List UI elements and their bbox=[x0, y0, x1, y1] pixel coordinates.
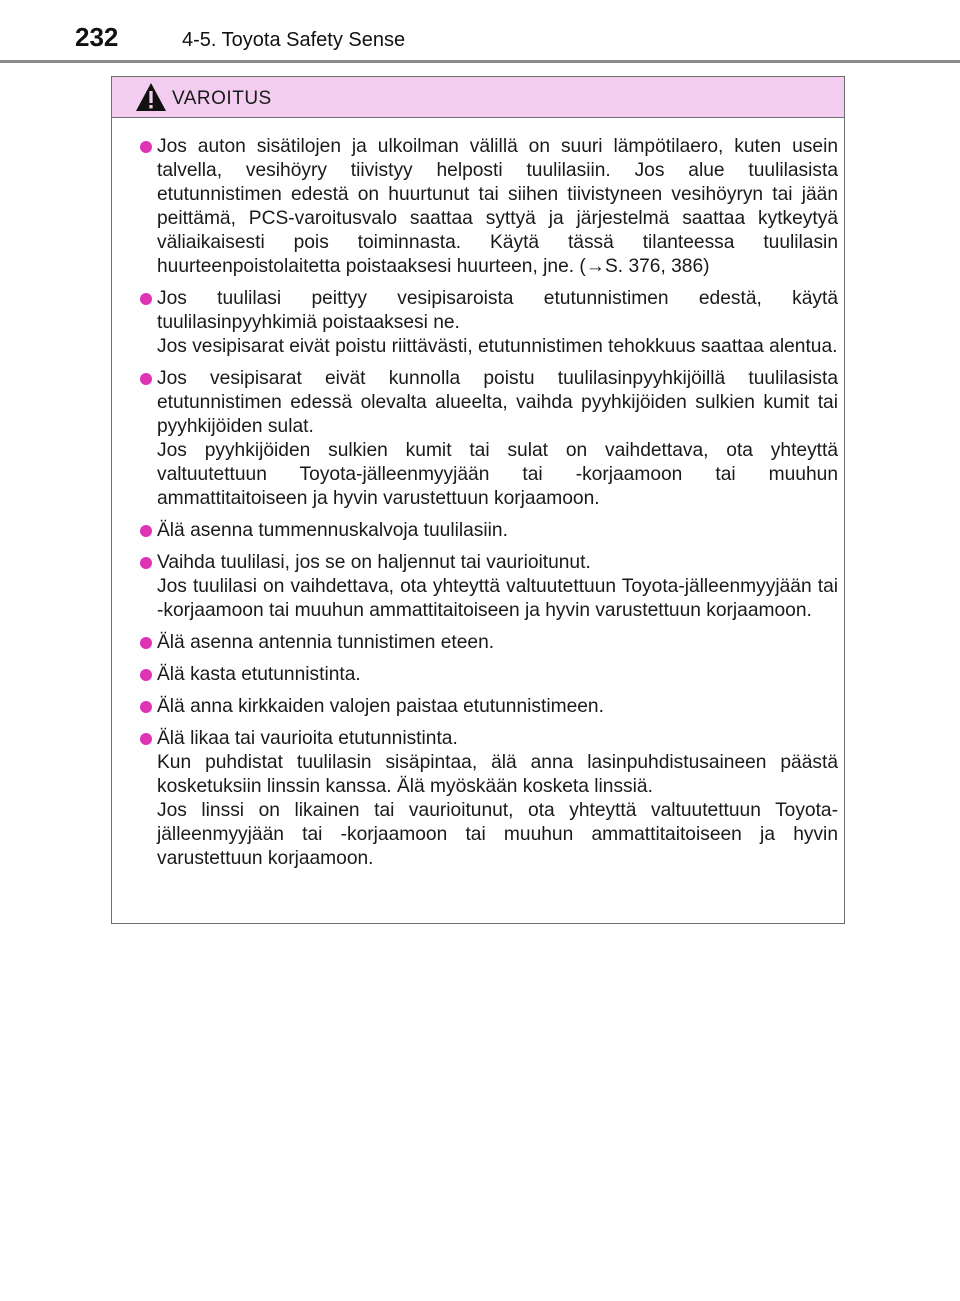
warning-item-text: Jos linssi on likainen tai vaurioitunut, ota yhteyttä valtuutettuun Toyota-jälleenmyyjään tai -korjaamoon tai muuhun ammattitaitoiseen ja hyvin varustettuun korjaamoon. bbox=[157, 800, 838, 869]
page-number: 232 bbox=[75, 22, 119, 52]
warning-item-text: Jos auton sisätilojen ja ulkoilman välillä on suuri lämpötilaero, kuten usein talvella, vesihöyry tiivistyy helposti tuulilasiin. Jos alue tuulilasista etutunnistimen edestä on huurtunut tai siihen tiivistyneen vesihöyryn tai jään peittämä, PCS-varoitusvalo saattaa syttyä ja järjestelmä saattaa kytkeytyä väliaikaisesti pois toiminnasta. Käytä tässä tilanteessa tuulilasin huurteenpoistolaitetta poistaaksesi huurteen, jne. (→S. 376, 386) bbox=[157, 136, 838, 277]
warning-item-text: Jos vesipisarat eivät kunnolla poistu tuulilasinpyyhkijöillä tuulilasista etutunnistimen edessä olevalta alueelta, vaihda pyyhkijöiden sulkien kumit tai pyyhkijöiden sulat. bbox=[157, 368, 838, 437]
warning-list-item bbox=[112, 551, 846, 623]
bullet-icon bbox=[140, 557, 152, 569]
warning-list-item bbox=[112, 287, 846, 359]
warning-item-text: Älä likaa tai vaurioita etutunnistinta. bbox=[157, 728, 458, 749]
warning-list-item bbox=[112, 663, 846, 687]
warning-list-item bbox=[112, 135, 846, 279]
warning-list-item bbox=[112, 367, 846, 511]
warning-triangle-icon bbox=[135, 82, 167, 112]
warning-title: VAROITUS bbox=[172, 88, 272, 109]
bullet-icon bbox=[140, 733, 152, 745]
warning-item-text: Älä asenna antennia tunnistimen eteen. bbox=[157, 632, 495, 653]
bullet-icon bbox=[140, 525, 152, 537]
warning-item-text: Vaihda tuulilasi, jos se on haljennut tai vaurioitunut. bbox=[157, 552, 591, 573]
warning-item-text: Jos tuulilasi on vaihdettava, ota yhteyttä valtuutettuun Toyota-jälleenmyyjään tai -korjaamoon tai muuhun ammattitaitoiseen ja hyvin varustettuun korjaamoon. bbox=[157, 576, 838, 621]
warning-list-item bbox=[112, 631, 846, 655]
section-title: 4-5. Toyota Safety Sense bbox=[182, 29, 406, 51]
warning-list-item bbox=[112, 695, 846, 719]
warning-item-text: Älä anna kirkkaiden valojen paistaa etutunnistimeen. bbox=[157, 696, 604, 717]
warning-item-text: Jos pyyhkijöiden sulkien kumit tai sulat on vaihdettava, ota yhteyttä valtuutettuun Toyota-jälleenmyyjään tai -korjaamoon tai muuhun ammattitaitoiseen ja hyvin varustettuun korjaamoon. bbox=[157, 440, 838, 509]
bullet-icon bbox=[140, 141, 152, 153]
warning-header bbox=[112, 77, 844, 118]
page-header bbox=[0, 0, 960, 62]
bullet-icon bbox=[140, 669, 152, 681]
bullet-icon bbox=[140, 373, 152, 385]
warning-item-text: Jos vesipisarat eivät poistu riittävästi, etutunnistimen tehokkuus saattaa alentua. bbox=[157, 336, 838, 357]
warning-list-item bbox=[112, 727, 846, 871]
warning-item-text: Kun puhdistat tuulilasin sisäpintaa, älä anna lasinpuhdistusaineen päästä kosketuksiin linssin kanssa. Älä myöskään kosketa linssiä. bbox=[157, 752, 838, 797]
warning-list bbox=[112, 135, 846, 879]
bullet-icon bbox=[140, 293, 152, 305]
bullet-icon bbox=[140, 701, 152, 713]
warning-box bbox=[111, 76, 845, 924]
warning-item-text: Älä kasta etutunnistinta. bbox=[157, 664, 361, 685]
warning-item-text: Älä asenna tummennuskalvoja tuulilasiin. bbox=[157, 520, 508, 541]
warning-list-item bbox=[112, 519, 846, 543]
warning-item-text: Jos tuulilasi peittyy vesipisaroista etutunnistimen edestä, käytä tuulilasinpyyhkimiä poistaaksesi ne. bbox=[157, 288, 838, 333]
header-divider bbox=[0, 60, 960, 63]
bullet-icon bbox=[140, 637, 152, 649]
